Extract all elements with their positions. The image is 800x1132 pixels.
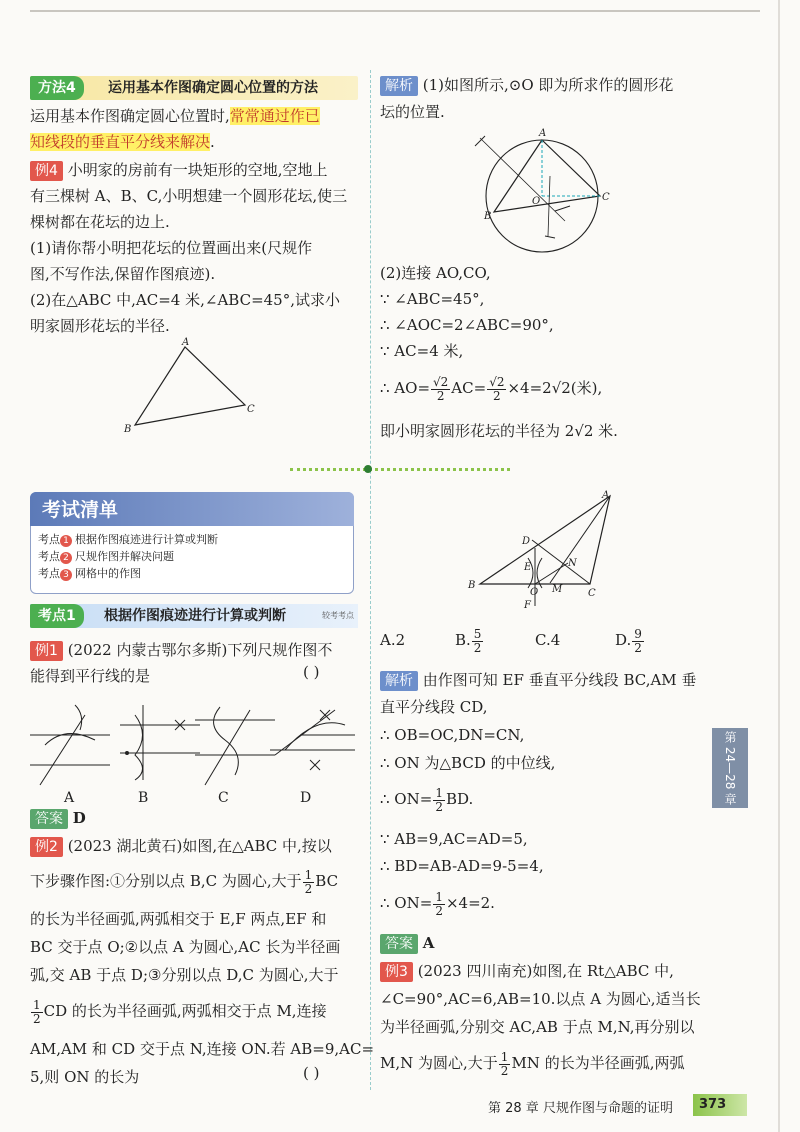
- method-intro-text: 运用基本作图确定圆心位置时,: [30, 107, 230, 125]
- answer-value: D: [72, 809, 86, 827]
- frac-den: 2: [493, 388, 501, 403]
- example2-line7: AM,AM 和 CD 交于点 N,连接 ON.若 AB=9,AC=: [30, 1040, 375, 1058]
- example2-tag: 例2: [30, 837, 63, 857]
- ao-mid: AC=: [451, 379, 487, 397]
- separator-dot: [364, 465, 372, 473]
- example4-line2: 有三棵树 A、B、C,小明想建一个圆形花坛,使三: [30, 187, 348, 205]
- option-c-label: C: [218, 790, 229, 806]
- option-b-label: B: [138, 790, 149, 806]
- example2-line1: [30, 833, 332, 859]
- example1-answer-bracket: ( ): [303, 663, 320, 681]
- label-m: M: [552, 584, 563, 595]
- example2-line3: 的长为半径画弧,两弧相交于 E,F 两点,EF 和: [30, 910, 327, 928]
- exam-item-3[interactable]: [38, 566, 141, 582]
- label-c: C: [588, 588, 596, 599]
- choice-a: A.2: [380, 631, 406, 649]
- exam-item-text: 网格中的作图: [75, 567, 141, 580]
- triangle-abc: [135, 347, 245, 425]
- label-a: A: [602, 490, 610, 501]
- choice-d-prefix: D.: [615, 631, 632, 649]
- frac-den: 2: [500, 1063, 509, 1078]
- page-edge: [778, 0, 780, 1132]
- label-c: C: [602, 192, 610, 203]
- example1-tag: 例1: [30, 641, 63, 661]
- frac-den: 2: [33, 1011, 41, 1026]
- top-rule: [30, 10, 760, 12]
- example4-triangle-figure: [120, 335, 270, 435]
- frac-den: 2: [634, 640, 642, 655]
- solution2-answer: [380, 930, 434, 956]
- on-prefix: ∴ ON=: [380, 790, 433, 808]
- on-end: BD.: [445, 790, 474, 808]
- frac-den: 2: [304, 881, 313, 896]
- kaodian1-frequency: 较考考点: [322, 611, 354, 620]
- label-a: A: [182, 337, 190, 348]
- exam-item-prefix: 考点: [38, 550, 60, 563]
- example1-text-1: (2022 内蒙古鄂尔多斯)下列尺规作图不: [67, 641, 333, 659]
- label-f: F: [524, 600, 531, 611]
- label-a: A: [539, 128, 547, 139]
- solution2-line8: [380, 890, 495, 918]
- frac-den: 2: [435, 799, 443, 814]
- option-d-figure: [270, 710, 355, 770]
- frac-num: 1: [500, 1049, 509, 1064]
- example3-tag: 例3: [380, 962, 413, 982]
- label-e: E: [524, 562, 532, 573]
- label-d: D: [522, 536, 531, 547]
- example4-line4: (1)请你帮小明把花坛的位置画出来(尺规作: [30, 239, 313, 257]
- example3-line2: ∠C=90°,AC=6,AB=10.以点 A 为圆心,适当长: [380, 990, 701, 1008]
- solution2-line1: [380, 667, 696, 693]
- solution4-conclusion: 即小明家圆形花坛的半径为 2√2 米.: [380, 422, 618, 440]
- solution4-circle-figure: [470, 126, 630, 256]
- fraction-sqrt2-over-2: [487, 376, 506, 403]
- example4-line1: [30, 157, 327, 183]
- example1-answer: [30, 805, 86, 831]
- solution4-line1: [380, 72, 673, 98]
- example3-line1: [380, 958, 674, 984]
- example3-text-4a: M,N 为圆心,大于: [380, 1054, 498, 1072]
- choice-d-fraction: [632, 628, 644, 655]
- method-highlight-2: 知线段的垂直平分线来解决: [30, 133, 211, 151]
- example3-text-1: (2023 四川南充)如图,在 Rt△ABC 中,: [417, 962, 674, 980]
- example2-line2: [30, 868, 338, 896]
- solution4-line2: 坛的位置.: [380, 103, 445, 121]
- fraction-sqrt2-over-2: [431, 376, 450, 403]
- answer-tag: 答案: [30, 809, 68, 829]
- solution2-line6: ∵ AB=9,AC=AD=5,: [380, 830, 528, 848]
- segment-dc: [532, 540, 590, 584]
- solution4-step4: ∵ AC=4 米,: [380, 342, 464, 360]
- option-a-label: A: [64, 790, 75, 806]
- choice-b-fraction: [472, 628, 484, 655]
- option-d-label: D: [300, 790, 312, 806]
- fraction-half: [433, 787, 445, 814]
- answer-tag: 答案: [380, 934, 418, 954]
- example4-text-1: 小明家的房前有一块矩形的空地,空地上: [67, 161, 328, 179]
- solution2-line7: ∴ BD=AB-AD=9-5=4,: [380, 857, 544, 875]
- example2-text-2b: BC: [315, 872, 339, 890]
- solution4-ao-line: [380, 375, 602, 403]
- example3-line3: 为半径画弧,分别交 AC,AB 于点 M,N,再分别以: [380, 1018, 695, 1036]
- example2-text-1: (2023 湖北黄石)如图,在△ABC 中,按以: [67, 837, 332, 855]
- solution2-text-1: 由作图可知 EF 垂直平分线段 BC,AM 垂: [422, 671, 697, 689]
- frac-num: 1: [304, 867, 313, 882]
- frac-num: √2: [489, 374, 505, 389]
- solution4-text-1: (1)如图所示,⊙O 即为所求作的圆形花: [422, 76, 674, 94]
- exam-item-num: 3: [60, 569, 72, 581]
- triangle-abc: [494, 140, 600, 212]
- exam-list-title: 考试清单: [42, 499, 119, 521]
- example3-line4: [380, 1050, 684, 1078]
- on-prefix: ∴ ON=: [380, 894, 433, 912]
- example2-text-2a: 下步骤作图:①分别以点 B,C 为圆心,大于: [30, 872, 302, 890]
- frac-num: 1: [435, 889, 443, 904]
- example2-figure: [460, 488, 620, 613]
- exam-item-text: 根据作图痕迹进行计算或判断: [75, 533, 218, 546]
- exam-item-2[interactable]: [38, 549, 174, 565]
- solution4-tag: 解析: [380, 76, 418, 96]
- solution2-line2: 直平分线段 CD,: [380, 698, 488, 716]
- frac-den: 2: [436, 388, 445, 403]
- column-divider: [370, 70, 371, 1090]
- exam-item-num: 2: [60, 552, 72, 564]
- example2-line4: BC 交于点 O;②以点 A 为圆心,AC 长为半径画: [30, 938, 341, 956]
- example2-answer-bracket: ( ): [303, 1064, 320, 1082]
- footer-chapter: 第 28 章 尺规作图与命题的证明: [488, 1101, 673, 1116]
- example4-tag: 例4: [30, 161, 63, 181]
- example1-options-figure: [25, 695, 360, 790]
- section-separator: [290, 468, 510, 471]
- example4-line7: 明家圆形花坛的半径.: [30, 317, 170, 335]
- frac-num: 9: [634, 626, 642, 641]
- chapter-side-tab[interactable]: 第 24—28 章: [712, 728, 748, 808]
- solution4-step2: ∵ ∠ABC=45°,: [380, 290, 485, 308]
- fraction-half: [433, 891, 445, 918]
- choice-b-prefix: B.: [455, 631, 471, 649]
- label-n: N: [568, 558, 577, 569]
- ao-end: ×4=2√2(米),: [507, 379, 603, 397]
- solution4-step3: ∴ ∠AOC=2∠ABC=90°,: [380, 316, 554, 334]
- label-c: C: [247, 404, 255, 415]
- on-end: ×4=2.: [445, 894, 495, 912]
- example3-text-4b: MN 的长为半径画弧,两弧: [511, 1054, 685, 1072]
- option-a-figure: [30, 705, 110, 785]
- example4-line6: (2)在△ABC 中,AC=4 米,∠ABC=45°,试求小: [30, 291, 340, 309]
- solution2-tag: 解析: [380, 671, 418, 691]
- choice-b: [455, 627, 484, 655]
- example2-line5: 弧,交 AB 于点 D;③分别以点 D,C 为圆心,大于: [30, 966, 339, 984]
- label-b: B: [124, 424, 132, 435]
- example2-text-6b: CD 的长为半径画弧,两弧相交于点 M,连接: [43, 1002, 327, 1020]
- solution4-step1: (2)连接 AO,CO,: [380, 264, 491, 282]
- frac-num: 5: [473, 626, 482, 641]
- choice-d: [615, 627, 645, 655]
- solution2-line5: [380, 786, 473, 814]
- label-b: B: [484, 211, 492, 222]
- example4-line5: 图,不写作法,保留作图痕迹).: [30, 265, 216, 283]
- fraction-half: [303, 869, 315, 896]
- kaodian1-tag: 考点1: [30, 604, 84, 628]
- frac-num: 1: [33, 997, 41, 1012]
- page-number: 373: [693, 1094, 747, 1116]
- method-tag: 方法4: [30, 76, 84, 100]
- method-intro-line1: [30, 103, 320, 129]
- method-title: 运用基本作图确定圆心位置的方法: [108, 80, 318, 96]
- frac-num: 1: [435, 785, 443, 800]
- solution2-line4: ∴ ON 为△BCD 的中位线,: [380, 754, 556, 772]
- example2-line6: [30, 998, 327, 1026]
- exam-item-prefix: 考点: [38, 533, 60, 546]
- label-o: O: [532, 196, 541, 207]
- exam-item-1[interactable]: [38, 532, 218, 548]
- exam-item-prefix: 考点: [38, 567, 60, 580]
- label-b: B: [468, 580, 476, 591]
- example1-line2: 能得到平行线的是: [30, 667, 151, 685]
- choice-c: C.4: [535, 631, 561, 649]
- method-highlight-1: 常常通过作已: [229, 107, 320, 125]
- exam-item-text: 尺规作图并解决问题: [75, 550, 174, 563]
- option-c-figure: [195, 707, 275, 785]
- fraction-half: [499, 1051, 511, 1078]
- segment-am: [550, 496, 610, 583]
- ao-prefix: ∴ AO=: [380, 379, 431, 397]
- kaodian1-title: 根据作图痕迹进行计算或判断: [104, 608, 286, 624]
- frac-den: 2: [435, 903, 443, 918]
- solution2-line3: ∴ OB=OC,DN=CN,: [380, 726, 525, 744]
- frac-num: √2: [433, 374, 449, 389]
- exam-item-num: 1: [60, 535, 72, 547]
- example1-line1: [30, 637, 332, 663]
- frac-den: 2: [473, 640, 482, 655]
- label-o: O: [530, 587, 539, 598]
- example2-line8: 5,则 ON 的长为: [30, 1068, 140, 1086]
- triangle-abc: [480, 496, 610, 584]
- option-b-figure: [120, 705, 200, 780]
- method-intro-line2: [30, 129, 215, 155]
- fraction-half: [31, 999, 43, 1026]
- example4-line3: 棵树都在花坛的边上.: [30, 213, 170, 231]
- method-intro-end: .: [210, 133, 215, 151]
- answer-value: A: [422, 934, 435, 952]
